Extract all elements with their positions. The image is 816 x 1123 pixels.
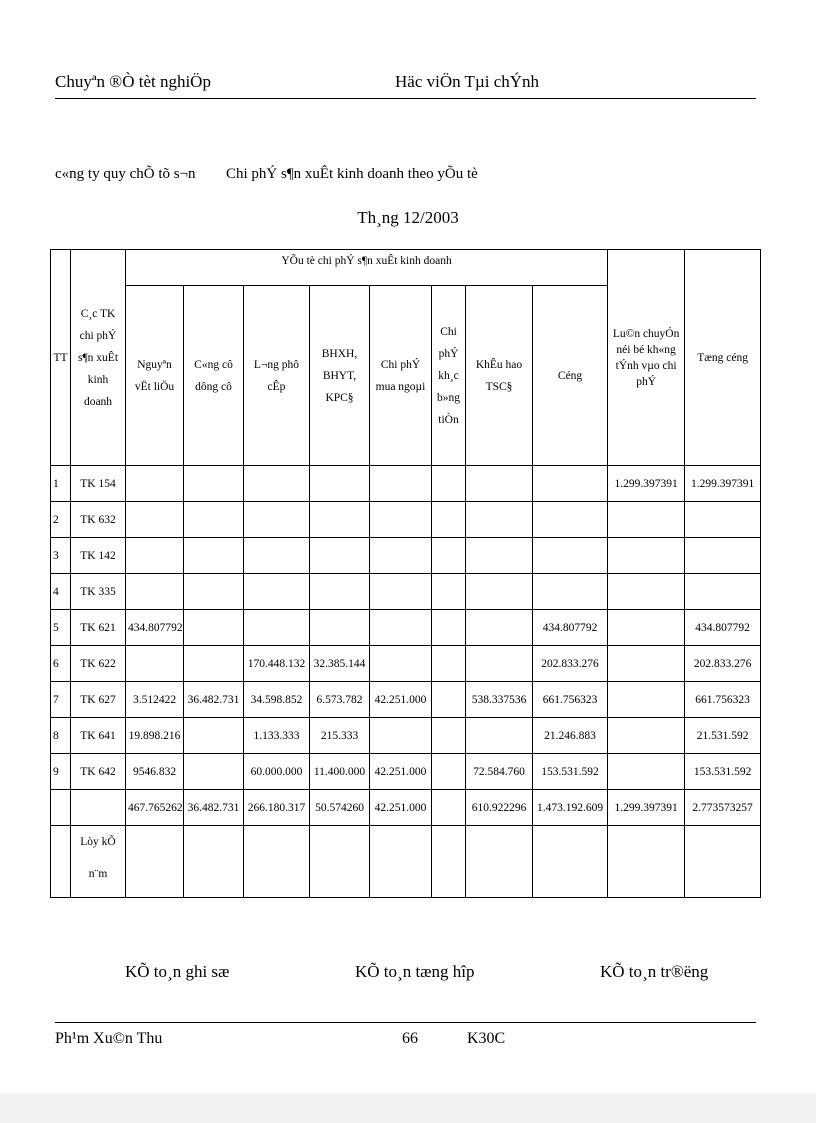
col-element-header: Chi phÝ mua ngoµi — [370, 286, 432, 466]
cumulative-label: Lòy kÕ n¨m — [71, 826, 126, 898]
row-value — [466, 610, 533, 646]
row-account: TK 627 — [71, 682, 126, 718]
row-value — [432, 682, 466, 718]
report-period: Th¸ng 12/2003 — [357, 208, 459, 227]
signature-general-accountant: KÕ to¸n tæng hîp — [355, 962, 475, 981]
row-value: 50.574260 — [310, 790, 370, 826]
row-value: 215.333 — [310, 718, 370, 754]
row-transfer — [608, 718, 685, 754]
row-value — [533, 466, 608, 502]
row-transfer — [608, 754, 685, 790]
row-value — [310, 502, 370, 538]
row-value: 170.448.132 — [244, 646, 310, 682]
row-value: 1.473.192.609 — [533, 790, 608, 826]
row-value: 6.573.782 — [310, 682, 370, 718]
table-row — [51, 718, 761, 754]
row-value — [310, 610, 370, 646]
row-value — [244, 538, 310, 574]
row-value — [370, 610, 432, 646]
group-header: YÕu tè chi phÝ s¶n xuÊt kinh doanh — [126, 250, 608, 286]
row-transfer: 1.299.397391 — [608, 790, 685, 826]
row-value — [244, 502, 310, 538]
row-value — [370, 646, 432, 682]
table-row — [51, 466, 761, 502]
row-value: 661.756323 — [533, 682, 608, 718]
table-row — [51, 538, 761, 574]
row-total — [685, 502, 761, 538]
row-number: 9 — [51, 754, 71, 790]
header-divider — [55, 98, 756, 99]
row-value — [184, 466, 244, 502]
row-value: 42.251.000 — [370, 790, 432, 826]
row-account: TK 632 — [71, 502, 126, 538]
footer-class: K30C — [467, 1030, 506, 1047]
row-total: 202.833.276 — [685, 646, 761, 682]
row-value: 266.180.317 — [244, 790, 310, 826]
row-value — [126, 502, 184, 538]
row-value — [244, 610, 310, 646]
row-account: TK 622 — [71, 646, 126, 682]
row-value — [370, 502, 432, 538]
footer-divider — [55, 1022, 756, 1023]
row-value — [432, 790, 466, 826]
row-value: 1.133.333 — [244, 718, 310, 754]
table-row — [51, 610, 761, 646]
signature-bookkeeper: KÕ to¸n ghi sæ — [125, 962, 230, 981]
company-name: c«ng ty quy chÕ tõ s¬n — [55, 166, 196, 182]
page-number: 66 — [402, 1030, 418, 1047]
table-row — [51, 754, 761, 790]
row-value — [126, 646, 184, 682]
col-element-header: Nguyªn vËt liÖu — [126, 286, 184, 466]
row-number: 1 — [51, 466, 71, 502]
row-value: 36.482.731 — [184, 790, 244, 826]
row-value — [126, 538, 184, 574]
row-transfer — [608, 502, 685, 538]
row-value: 202.833.276 — [533, 646, 608, 682]
row-number — [51, 790, 71, 826]
table-row — [51, 574, 761, 610]
row-account: TK 335 — [71, 574, 126, 610]
header-right: Häc viÖn Tµi chÝnh — [395, 72, 540, 91]
row-value — [466, 502, 533, 538]
row-value: 610.922296 — [466, 790, 533, 826]
row-value: 153.531.592 — [533, 754, 608, 790]
row-value — [310, 538, 370, 574]
row-account — [71, 790, 126, 826]
col-element-header: KhÊu hao TSC§ — [466, 286, 533, 466]
row-value — [126, 466, 184, 502]
table-row — [51, 502, 761, 538]
row-value — [432, 502, 466, 538]
row-value: 42.251.000 — [370, 754, 432, 790]
header-left: Chuyªn ®Ò tèt nghiÖp — [55, 72, 211, 91]
row-total: 153.531.592 — [685, 754, 761, 790]
row-account: TK 154 — [71, 466, 126, 502]
row-account: TK 641 — [71, 718, 126, 754]
row-value — [466, 574, 533, 610]
row-total — [685, 574, 761, 610]
row-number: 5 — [51, 610, 71, 646]
row-value: 36.482.731 — [184, 682, 244, 718]
row-value — [432, 754, 466, 790]
row-value — [310, 466, 370, 502]
row-number: 7 — [51, 682, 71, 718]
row-value: 434.807792 — [533, 610, 608, 646]
col-element-header: Céng — [533, 286, 608, 466]
row-value — [370, 466, 432, 502]
row-value: 60.000.000 — [244, 754, 310, 790]
row-value: 11.400.000 — [310, 754, 370, 790]
row-value — [432, 718, 466, 754]
footer-author: Ph¹m Xu©n Thu — [55, 1030, 163, 1047]
table-row — [51, 646, 761, 682]
row-number: 8 — [51, 718, 71, 754]
row-value: 467.765262 — [126, 790, 184, 826]
row-transfer — [608, 646, 685, 682]
table-row — [51, 682, 761, 718]
row-account: TK 142 — [71, 538, 126, 574]
row-transfer — [608, 574, 685, 610]
row-value — [432, 610, 466, 646]
row-value: 19.898.216 — [126, 718, 184, 754]
row-total: 21.531.592 — [685, 718, 761, 754]
row-value: 538.337536 — [466, 682, 533, 718]
row-value — [466, 646, 533, 682]
row-transfer — [608, 610, 685, 646]
row-value — [184, 502, 244, 538]
row-value: 34.598.852 — [244, 682, 310, 718]
row-value — [533, 574, 608, 610]
row-total: 434.807792 — [685, 610, 761, 646]
row-value: 32.385.144 — [310, 646, 370, 682]
row-value: 434.807792 — [126, 610, 184, 646]
row-value — [370, 574, 432, 610]
row-value: 9546.832 — [126, 754, 184, 790]
row-value — [184, 646, 244, 682]
col-element-header: BHXH, BHYT, KPC§ — [310, 286, 370, 466]
cost-table — [50, 249, 761, 898]
row-value — [370, 718, 432, 754]
table-row-cumulative — [51, 826, 761, 898]
col-element-header: L¬ng phô cÊp — [244, 286, 310, 466]
row-value: 72.584.760 — [466, 754, 533, 790]
row-number: 4 — [51, 574, 71, 610]
row-total: 1.299.397391 — [685, 466, 761, 502]
row-number: 3 — [51, 538, 71, 574]
row-value — [533, 502, 608, 538]
row-total: 661.756323 — [685, 682, 761, 718]
table-row — [51, 790, 761, 826]
row-total: 2.773573257 — [685, 790, 761, 826]
row-value — [466, 718, 533, 754]
row-value — [184, 538, 244, 574]
row-value — [184, 610, 244, 646]
row-value — [533, 538, 608, 574]
row-account: TK 621 — [71, 610, 126, 646]
row-value — [466, 466, 533, 502]
row-value — [244, 466, 310, 502]
row-value — [126, 574, 184, 610]
row-total — [685, 538, 761, 574]
row-value — [432, 466, 466, 502]
col-element-header: Chi phÝ kh¸c b»ng tiÒn — [432, 286, 466, 466]
row-value — [244, 574, 310, 610]
bottom-strip — [0, 1093, 816, 1123]
row-value: 21.246.883 — [533, 718, 608, 754]
row-value — [184, 718, 244, 754]
col-account-header: C¸c TK chi phÝ s¶n xuÊt kinh doanh — [71, 250, 126, 466]
row-value — [466, 538, 533, 574]
row-value — [432, 574, 466, 610]
col-element-header: C«ng cô dông cô — [184, 286, 244, 466]
row-number: 6 — [51, 646, 71, 682]
signature-chief-accountant: KÕ to¸n tr®ëng — [600, 962, 709, 981]
row-value — [432, 538, 466, 574]
row-value — [184, 754, 244, 790]
col-tt-header: TT — [51, 250, 71, 466]
report-title: Chi phÝ s¶n xuÊt kinh doanh theo yÕu tè — [226, 166, 478, 182]
row-number: 2 — [51, 502, 71, 538]
row-value — [432, 646, 466, 682]
col-total-header: Tæng céng — [685, 250, 761, 466]
row-value: 42.251.000 — [370, 682, 432, 718]
row-value — [310, 574, 370, 610]
row-transfer: 1.299.397391 — [608, 466, 685, 502]
row-value: 3.512422 — [126, 682, 184, 718]
row-transfer — [608, 682, 685, 718]
row-account: TK 642 — [71, 754, 126, 790]
row-value — [370, 538, 432, 574]
row-transfer — [608, 538, 685, 574]
col-transfer-header: Lu©n chuyÓn néi bé kh«ng tÝnh vµo chi phÝ — [608, 250, 685, 466]
row-value — [184, 574, 244, 610]
